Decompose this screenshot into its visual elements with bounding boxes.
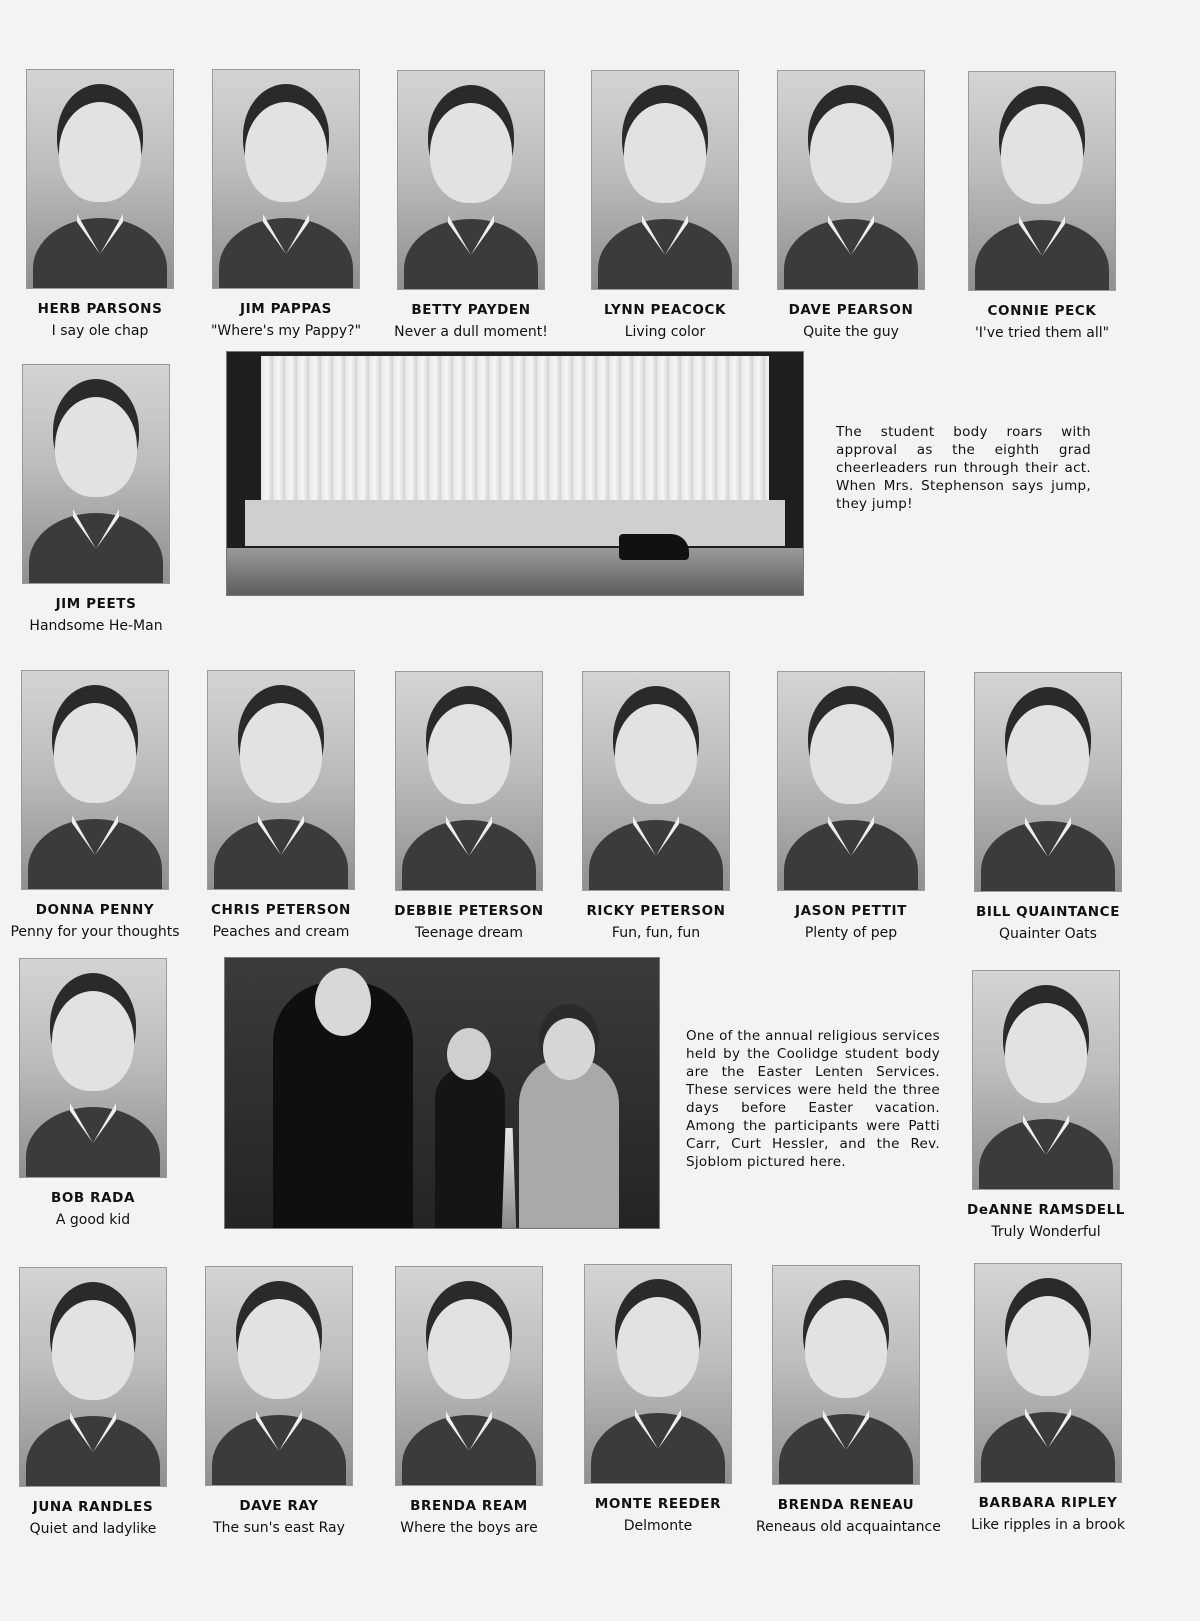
student-portrait (395, 671, 543, 891)
student-name: JUNA RANDLES (32, 1499, 154, 1515)
student-name: BRENDA RENEAU (777, 1497, 915, 1513)
student-portrait (207, 670, 355, 890)
student-name: JASON PETTIT (795, 903, 907, 919)
student-portrait (777, 671, 925, 891)
student-caption: Peaches and cream (212, 924, 350, 940)
student-name: BRENDA REAM (410, 1498, 528, 1514)
student-name: JIM PEETS (55, 596, 137, 612)
student-card (956, 970, 1136, 1240)
student-name: BARBARA RIPLEY (978, 1495, 1118, 1511)
student-caption: Plenty of pep (804, 925, 898, 941)
student-caption: Never a dull moment! (394, 324, 548, 340)
student-name: DONNA PENNY (35, 902, 155, 918)
student-caption: Like ripples in a brook (971, 1517, 1125, 1533)
student-card (568, 1264, 748, 1534)
student-name: CONNIE PECK (987, 303, 1097, 319)
student-name: CHRIS PETERSON (211, 902, 351, 918)
student-card (3, 1267, 183, 1537)
student-caption: Quainter Oats (999, 926, 1097, 942)
student-caption: The sun's east Ray (213, 1520, 345, 1536)
student-portrait (582, 671, 730, 891)
student-caption: Penny for your thoughts (10, 924, 180, 940)
lenten-service-caption: One of the annual religious services held by the Coolidge student body are the Easter Lenten Services. These services were held the three days before Easter vacation. Among the participants were Patti Carr, Curt Hessler, and the Rev. Sjoblom pictured here. (686, 1028, 940, 1170)
student-card (761, 671, 941, 941)
student-portrait (968, 71, 1116, 291)
piano (619, 534, 689, 560)
lenten-service-photo (224, 957, 660, 1229)
student-caption: Teenage dream (415, 925, 523, 941)
student-portrait (205, 1266, 353, 1486)
stage-cheerleaders-photo (226, 351, 804, 596)
student-portrait (584, 1264, 732, 1484)
student-caption: "Where's my Pappy?" (210, 323, 362, 339)
student-card (196, 69, 376, 339)
student-card (6, 364, 186, 634)
student-card (191, 670, 371, 940)
student-portrait (777, 70, 925, 290)
student-name: JIM PAPPAS (239, 301, 332, 317)
student-portrait (974, 1263, 1122, 1483)
student-portrait (591, 70, 739, 290)
student-card (952, 71, 1132, 341)
student-caption: Delmonte (623, 1518, 693, 1534)
student-portrait (26, 69, 174, 289)
student-card (566, 671, 746, 941)
student-portrait (22, 364, 170, 584)
student-name: RICKY PETERSON (586, 903, 726, 919)
student-portrait (974, 672, 1122, 892)
student-portrait (212, 69, 360, 289)
student-card (381, 70, 561, 340)
student-caption: Quite the guy (803, 324, 899, 340)
student-card (189, 1266, 369, 1536)
student-card (756, 1265, 941, 1535)
student-caption: Handsome He-Man (29, 618, 163, 634)
student-name: DAVE RAY (239, 1498, 319, 1514)
student-caption: 'I've tried them all" (974, 325, 1110, 341)
student-card (10, 69, 190, 339)
student-card (379, 671, 559, 941)
student-name: BILL QUAINTANCE (975, 904, 1121, 920)
student-card (3, 958, 183, 1228)
student-caption: Quiet and ladylike (29, 1521, 157, 1537)
student-portrait (972, 970, 1120, 1190)
student-card (5, 670, 185, 940)
student-caption: Living color (624, 324, 706, 340)
student-portrait (19, 1267, 167, 1487)
student-name: LYNN PEACOCK (603, 302, 727, 318)
student-card (958, 672, 1138, 942)
student-name: MONTE REEDER (594, 1496, 722, 1512)
student-caption: Where the boys are (400, 1520, 538, 1536)
student-caption: I say ole chap (51, 323, 149, 339)
student-name: DEBBIE PETERSON (394, 903, 544, 919)
student-portrait (395, 1266, 543, 1486)
student-name: BOB RADA (50, 1190, 136, 1206)
student-portrait (21, 670, 169, 890)
student-caption: Fun, fun, fun (611, 925, 701, 941)
student-caption: A good kid (55, 1212, 131, 1228)
student-portrait (772, 1265, 920, 1485)
student-card (958, 1263, 1138, 1533)
student-name: BETTY PAYDEN (411, 302, 531, 318)
student-name: DAVE PEARSON (788, 302, 914, 318)
student-caption: Truly Wonderful (991, 1224, 1101, 1240)
student-caption: Reneaus old acquaintance (756, 1519, 941, 1535)
student-card (379, 1266, 559, 1536)
student-card (575, 70, 755, 340)
student-portrait (19, 958, 167, 1178)
student-name: DeANNE RAMSDELL (967, 1202, 1125, 1218)
cheerleaders-caption: The student body roars with approval as the eighth grad cheerleaders run through their act. When Mrs. Stephenson says jump, they jump! (836, 424, 1091, 512)
student-name: HERB PARSONS (37, 301, 163, 317)
student-portrait (397, 70, 545, 290)
student-card (761, 70, 941, 340)
